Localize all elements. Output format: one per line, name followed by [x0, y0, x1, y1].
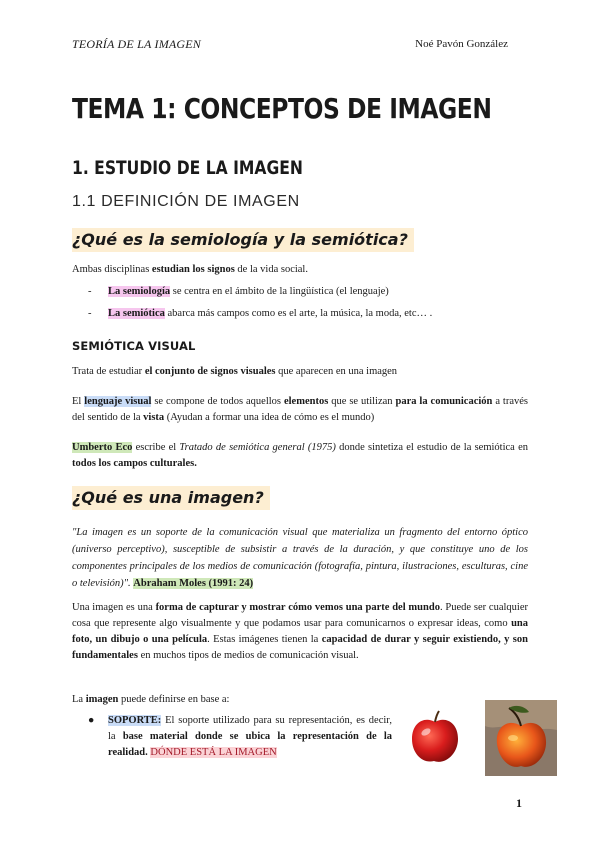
apple-painting — [485, 700, 557, 776]
p1-b: estudian los signos — [151, 264, 235, 275]
p3-e: que se utilizan — [328, 396, 396, 407]
definition-list — [88, 284, 432, 328]
list-text: se centra en el ámbito de la lingüística (el lenguaje) — [170, 286, 389, 297]
p2-c: que aparecen en una imagen — [275, 366, 398, 377]
p6-b: imagen — [85, 694, 119, 705]
p3-c: se compone de todos aquellos — [151, 396, 284, 407]
page-title: TEMA 1: CONCEPTOS DE IMAGEN — [72, 92, 492, 125]
section-heading: 1. ESTUDIO DE LA IMAGEN — [72, 157, 303, 179]
running-header-title: TEORÍA DE LA IMAGEN — [72, 37, 202, 51]
list-term: La semiótica — [108, 308, 165, 319]
p2-b: el conjunto de signos visuales — [144, 366, 276, 377]
paragraph-la-imagen — [72, 692, 528, 708]
p3-h: vista — [143, 412, 165, 423]
p4-a: Umberto Eco — [72, 442, 133, 453]
subsection-heading: 1.1 DEFINICIÓN DE IMAGEN — [72, 193, 300, 210]
p4-b: escribe el — [132, 442, 180, 453]
semiotica-visual-heading: SEMIÓTICA VISUAL — [72, 339, 196, 353]
list-item — [88, 284, 432, 306]
p3-i: (Ayudan a formar una idea de cómo es el mundo) — [164, 412, 375, 423]
quote-author: Abraham Moles (1991: 24) — [133, 578, 254, 589]
p5-g: en muchos tipos de medios de comunicación visual. — [137, 650, 359, 661]
p5-d: una foto, un dibujo o una película — [72, 618, 528, 645]
paragraph-umberto-eco — [72, 440, 528, 472]
paragraph-lenguaje-visual — [72, 394, 528, 426]
quote-text: "La imagen es un soporte de la comunicación visual que materializa un fragmento del entorno óptico (universo perceptivo), susceptible de subsistir a través de la duración, y que constituye uno de los componentes principales de los medios de comunicación (fotografía, pintura, ilustraciones, esculturas, cine o televisión)". — [72, 527, 528, 589]
paragraph-una-imagen — [72, 600, 528, 664]
p4-e: todos los campos culturales. — [72, 458, 197, 469]
p6-c: puede definirse en base a: — [118, 694, 230, 705]
p5-e: . Estas imágenes tienen la — [207, 634, 322, 645]
running-header-author: Noé Pavón González — [415, 38, 508, 50]
bullet-b: base material donde se ubica la representación de la realidad. — [108, 731, 392, 758]
bullet-c: DÓNDE ESTÁ LA IMAGEN — [150, 747, 277, 758]
bullet-term: SOPORTE: — [108, 715, 162, 726]
p2-a: Trata de estudiar — [72, 366, 145, 377]
bullet-text — [92, 713, 392, 761]
p6-a: La — [72, 694, 86, 705]
p5-f: capacidad de durar y seguir existiendo, y son fundamentales — [72, 634, 528, 661]
p3-f: para la comunicación — [395, 396, 493, 407]
p1-c: de la vida social. — [234, 264, 308, 275]
p1-a: Ambas disciplinas — [72, 264, 152, 275]
p3-g: a través del sentido de la — [72, 396, 528, 423]
p5-c: . Puede ser cualquier cosa que represente algo visualmente y que podamos usar para comunicarnos o expresar ideas, como — [72, 602, 528, 629]
moles-quote — [72, 524, 528, 592]
bullet-soporte — [88, 713, 392, 761]
list-item — [88, 306, 432, 328]
p3-d: elementos — [283, 396, 329, 407]
paragraph-trata — [72, 364, 528, 380]
list-term: La semiología — [108, 286, 171, 297]
bullet-a: El soporte utilizado para su representación, es decir, la — [108, 715, 392, 742]
p4-c: Tratado de semiótica general (1975) — [179, 442, 336, 453]
p3-a: El — [72, 396, 85, 407]
question-heading-semiologia: ¿Qué es la semiología y la semiótica? — [72, 228, 414, 252]
page-number: 1 — [516, 796, 522, 810]
question-heading-imagen: ¿Qué es una imagen? — [72, 486, 270, 510]
bullet-icon: ● — [88, 715, 95, 726]
p3-b: lenguaje visual — [84, 396, 152, 407]
p5-a: Una imagen es una — [72, 602, 156, 613]
apple-photo — [407, 708, 463, 766]
p4-d: donde sintetiza el estudio de la semiótica en — [335, 442, 528, 453]
list-text: abarca más campos como es el arte, la música, la moda, etc… . — [164, 308, 433, 319]
paragraph-ambas — [72, 262, 528, 278]
p5-b: forma de capturar y mostrar cómo vemos una parte del mundo — [155, 602, 440, 613]
